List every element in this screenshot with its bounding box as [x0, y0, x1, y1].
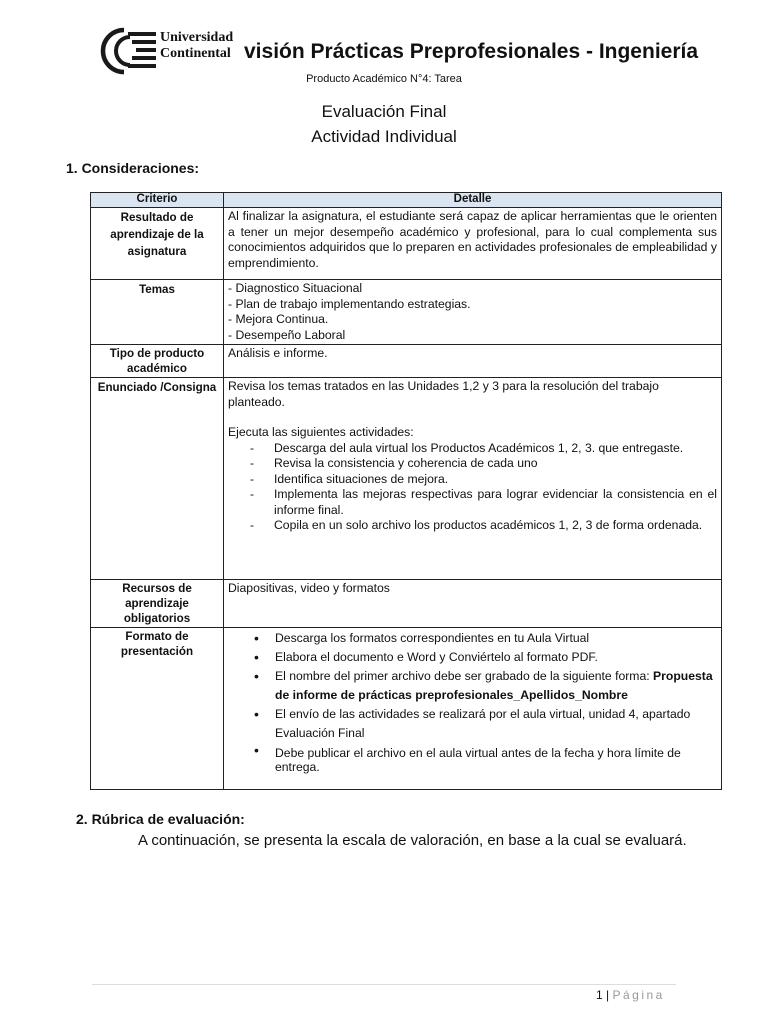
detalle-cell: Diapositivas, video y formatos — [224, 580, 722, 628]
footer-separator: | — [602, 988, 613, 1002]
detalle-cell: Análisis e informe. — [224, 345, 722, 378]
table-row-recursos — [91, 580, 722, 628]
detalle-cell: Al finalizar la asignatura, el estudiante será capaz de aplicar herramientas que le orienten a tener un mejor desempeño académico y profesional, para lo cual complementa sus conocimientos adquiridos que lo preparen en actividades profesionales de empleabilidad y emprendimiento. — [224, 208, 722, 280]
detalle-cell — [224, 628, 722, 790]
enunciado-activity-list — [228, 441, 717, 534]
list-item: - Copila en un solo archivo los productos académicos 1, 2, 3 de forma ordenada. — [250, 518, 717, 534]
list-item: • Descarga los formatos correspondientes en tu Aula Virtual — [250, 629, 717, 648]
column-header-detalle: Detalle — [224, 193, 722, 208]
list-item: • Debe publicar el archivo en el aula virtual antes de la fecha y hora límite de entrega. — [250, 743, 717, 774]
list-item: - Mejora Continua. — [228, 312, 329, 326]
page-number: 1 — [596, 988, 603, 1002]
formato-list — [228, 629, 717, 774]
criteria-table — [90, 192, 722, 790]
university-name-line1: Universidad — [160, 30, 234, 45]
detalle-cell — [224, 378, 722, 580]
list-item: - Descarga del aula virtual los Productos Académicos 1, 2, 3. que entregaste. — [250, 441, 717, 457]
criterio-cell: Resultado de aprendizaje de la asignatura — [91, 208, 224, 280]
list-item: • Elabora el documento e Word y Conviértelo al formato PDF. — [250, 648, 717, 667]
page-label: Página — [612, 988, 665, 1002]
university-name — [160, 30, 233, 62]
list-item: - Diagnostico Situacional — [228, 281, 363, 295]
section-heading-consideraciones: 1. Consideraciones: — [66, 160, 200, 176]
rubric-intro-text: A continuación, se presenta la escala de valoración, en base a la cual se evaluará. — [138, 832, 687, 849]
university-name-line2: Continental — [160, 46, 231, 61]
list-item — [250, 667, 717, 705]
column-header-criterio: Criterio — [91, 193, 224, 208]
table-row-resultado — [91, 208, 722, 280]
enunciado-intro: Revisa los temas tratados en las Unidades 1,2 y 3 para la resolución del trabajo planteado. — [228, 379, 659, 409]
list-item: • El envío de las actividades se realizará por el aula virtual, unidad 4, apartado Evaluación Final — [250, 705, 717, 743]
criterio-cell: Temas — [91, 280, 224, 345]
criterio-cell: Tipo de producto académico — [91, 345, 224, 378]
list-item: - Plan de trabajo implementando estrategias. — [228, 296, 471, 311]
list-item: - Implementa las mejoras respectivas para lograr evidenciar la consistencia en el informe final. — [250, 487, 717, 518]
criterio-cell: Enunciado /Consigna — [91, 378, 224, 580]
document-title: Evaluación Final — [321, 102, 447, 121]
page-footer — [596, 988, 665, 1002]
file-name-instruction: El nombre del primer archivo debe ser grabado de la siguiente forma: — [275, 669, 654, 683]
detalle-cell — [224, 280, 722, 345]
enunciado-lead: Ejecuta las siguientes actividades: — [228, 425, 414, 439]
table-row-formato — [91, 628, 722, 790]
list-item: - Desempeño Laboral — [228, 327, 346, 342]
list-item: - Revisa la consistencia y coherencia de cada uno — [250, 456, 717, 472]
list-item: - Identifica situaciones de mejora. — [250, 472, 717, 488]
table-row-enunciado — [91, 378, 722, 580]
header-title: visión Prácticas Preprofesionales - Ingeniería — [244, 40, 699, 63]
file-name-format: Propuesta de informe de prácticas preprofesionales_Apellidos_Nombre — [275, 669, 713, 702]
header-subtitle: Producto Académico N°4: Tarea — [306, 73, 462, 85]
criterio-cell: Formato de presentación — [91, 628, 224, 790]
document-subtitle: Actividad Individual — [311, 127, 457, 146]
criterio-cell: Recursos de aprendizaje obligatorios — [91, 580, 224, 628]
table-row-tipo — [91, 345, 722, 378]
table-row-temas — [91, 280, 722, 345]
section-heading-rubrica: 2. Rúbrica de evaluación: — [76, 811, 245, 827]
university-logo-icon — [92, 26, 158, 76]
footer-divider — [92, 984, 676, 985]
table-header-row — [91, 193, 722, 208]
